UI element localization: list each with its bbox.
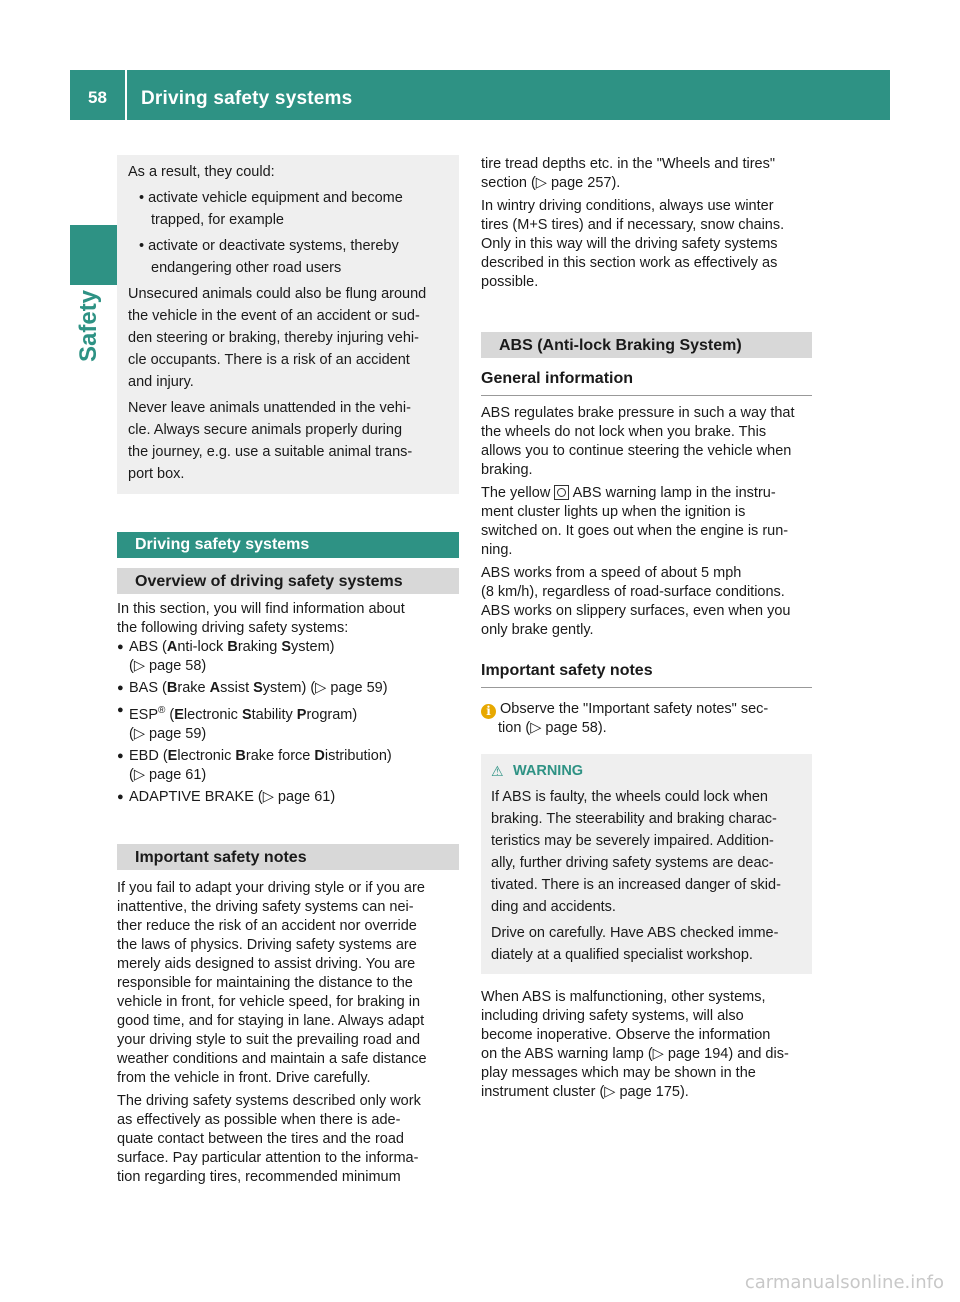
watermark: carmanualsonline.info — [744, 1272, 944, 1293]
page-ref[interactable]: (▷ page 59) — [129, 725, 207, 742]
paragraph: In this section, you will find information about the following driving safety systems: — [117, 601, 405, 636]
paragraph: tire tread depths etc. in the "Wheels and tires" section (▷ page 257). — [481, 156, 776, 191]
subsection-title: Important safety notes — [117, 844, 459, 870]
page-number: 58 — [88, 88, 107, 107]
animals-notice-box — [117, 155, 459, 494]
list-item: ● ABS (Anti-lock Braking System) (▷ page 58) — [117, 639, 335, 674]
warning-box — [481, 754, 812, 974]
subsection-title: ABS (Anti-lock Braking System) — [481, 332, 812, 358]
list-item: • activate vehicle equipment and become trapped, for example — [139, 190, 403, 228]
abs-warning-lamp-icon — [554, 485, 569, 500]
divider — [481, 395, 812, 396]
paragraph: The driving safety systems described only work as effectively as possible when there is ade- quate contact between the tires and the road surface. Pay particular attention to the informa- tion regarding tires, recommended minimum — [117, 1092, 421, 1185]
heading: General information — [481, 370, 634, 387]
list-item: ● ESP® (Electronic Stability Program) (▷ page 59) — [117, 704, 358, 742]
paragraph: Unsecured animals could also be flung around the vehicle in the event of an accident or sud- den steering or braking, thereby injuring vehi- cle occupants. There is a risk of an accident and injury. — [128, 286, 427, 390]
warning-triangle-icon: ⚠ — [491, 763, 504, 779]
paragraph: The yellow ABS warning lamp in the instru- ment cluster lights up when the ignition is switched on. It goes out when the engine is run- ning. — [481, 485, 789, 558]
paragraph: ABS regulates brake pressure in such a way that the wheels do not lock when you brake. This allows you to continue steering the vehicle when braking. — [481, 405, 795, 478]
paragraph: Drive on carefully. Have ABS checked imme- diately at a qualified specialist workshop. — [491, 925, 779, 963]
section-title: Driving safety systems — [117, 532, 459, 558]
list-item: ● BAS (Brake Assist System) (▷ page 59) — [117, 680, 388, 696]
info-note: i Observe the "Important safety notes" sec- tion (▷ page 58). — [481, 700, 812, 738]
paragraph: If you fail to adapt your driving style or if you are inattentive, the driving safety systems can nei- ther reduce the risk of an accident nor override the laws of physics. Driving safety systems are merely aids designed to assist driving. You are responsible for maintaining the distance to the vehicle in front, for vehicle speed, for braking in good time, and for staying in lane. Always adapt your driving style to suit the prevailing road and weather conditions and maintain a safe distance from the vehicle in front. Drive carefully. — [117, 879, 427, 1086]
heading: Important safety notes — [481, 662, 653, 679]
chapter-label: Safety — [75, 289, 102, 362]
list-item: ● ADAPTIVE BRAKE (▷ page 61) — [117, 788, 336, 805]
paragraph: In wintry driving conditions, always use winter tires (M+S tires) and if necessary, snow chains. Only in this way will the driving safety systems described in this section work as effectively as possible. — [481, 198, 785, 290]
list-item: ● EBD (Electronic Brake force Distribution) (▷ page 61) — [117, 747, 392, 783]
page-title: Driving safety systems — [141, 88, 353, 109]
page-ref[interactable]: (▷ page 58) — [129, 658, 207, 674]
paragraph: Never leave animals unattended in the vehi- cle. Always secure animals properly during the journey, e.g. use a suitable animal trans- port box. — [128, 400, 413, 482]
paragraph: When ABS is malfunctioning, other systems, including driving safety systems, will also become inoperative. Observe the information on the ABS warning lamp (▷ page 194) and dis- play messages which may be shown in the instrument cluster (▷ page 175). — [481, 989, 789, 1100]
subsection-title: Overview of driving safety systems — [117, 568, 459, 594]
info-icon: i — [481, 704, 496, 719]
header-divider — [125, 70, 127, 120]
divider — [481, 687, 812, 688]
list-item: • activate or deactivate systems, thereby endangering other road users — [139, 238, 399, 276]
right-column — [481, 155, 812, 1102]
left-column — [117, 155, 459, 1187]
page-ref[interactable]: (▷ page 61) — [129, 766, 207, 783]
warning-title: ⚠ WARNING — [491, 760, 802, 782]
paragraph: ABS works from a speed of about 5 mph (8 km/h), regardless of road-surface conditions. ABS works on slippery surfaces, even when you only brake gently. — [481, 565, 791, 638]
paragraph: If ABS is faulty, the wheels could lock when braking. The steerability and braking charac- teristics may be severely impaired. Addition- ally, further driving safety systems are deac- tivated. There is an increased danger of skid- ding and accidents. — [491, 789, 781, 915]
intro-text: As a result, they could: — [128, 164, 275, 180]
